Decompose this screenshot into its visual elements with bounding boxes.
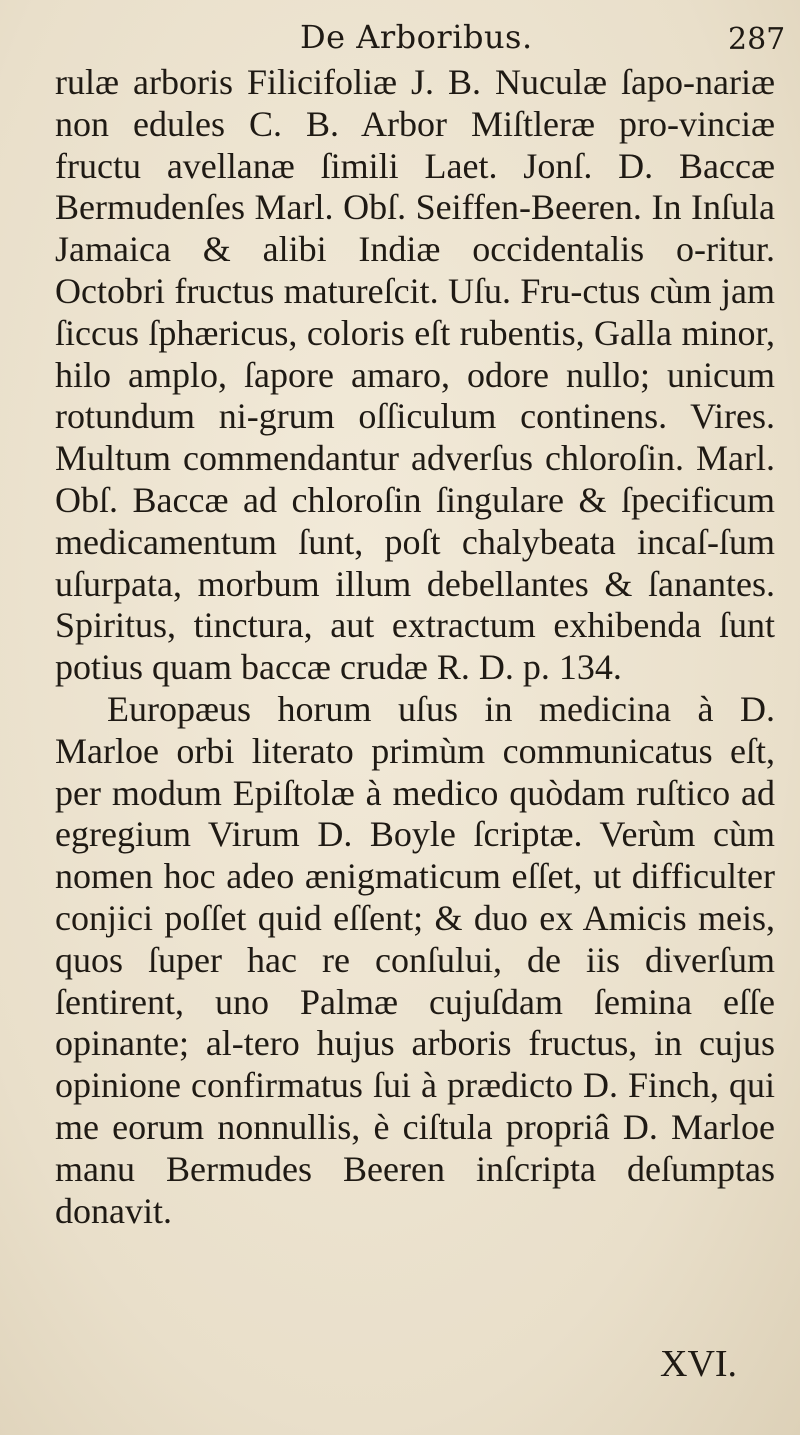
- running-head: De Arboribus.: [300, 18, 533, 56]
- page-number: 287: [728, 22, 786, 57]
- paragraph-1: rulæ arboris Filicifoliæ J. B. Nuculæ ſapo-nariæ non edules C. B. Arbor Miſtleræ pro-vinciæ fructu avellanæ ſimili Laet. Jonſ. D. Baccæ Bermudenſes Marl. Obſ. Seiffen-Beeren. In Inſula Jamaica & alibi Indiæ occidentalis o-ritur. Octobri fructus matureſcit. Uſu. Fru-ctus cùm jam ſiccus ſphæricus, coloris eſt rubentis, Galla minor, hilo amplo, ſapore amaro, odore nullo; unicum rotundum ni-grum oſſiculum continens. Vires. Multum commendantur adverſus chloroſin. Marl. Obſ. Baccæ ad chloroſin ſingulare & ſpecificum medicamentum ſunt, poſt chalybeata incaſ-ſum uſurpata, morbum illum debellantes & ſanantes. Spiritus, tinctura, aut extractum exhibenda ſunt potius quam baccæ crudæ R. D. p. 134.: [55, 62, 775, 688]
- page-header: [0, 14, 800, 64]
- body-text: [55, 62, 775, 1232]
- paragraph-2: Europæus horum uſus in medicina à D. Marloe orbi literato primùm communicatus eſt, per modum Epiſtolæ à medico quòdam ruſtico ad egregium Virum D. Boyle ſcriptæ. Verùm cùm nomen hoc adeo ænigmaticum eſſet, ut difficulter conjici poſſet quid eſſent; & duo ex Amicis meis, quos ſuper hac re conſului, de iis diverſum ſentirent, uno Palmæ cujuſdam ſemina eſſe opinante; al-tero hujus arboris fructus, in cujus opinione confirmatus ſui à prædicto D. Finch, qui me eorum nonnullis, è ciſtula propriâ D. Marloe manu Bermudes Beeren inſcripta deſumptas donavit.: [55, 688, 775, 1231]
- catchword: XVI.: [660, 1343, 738, 1385]
